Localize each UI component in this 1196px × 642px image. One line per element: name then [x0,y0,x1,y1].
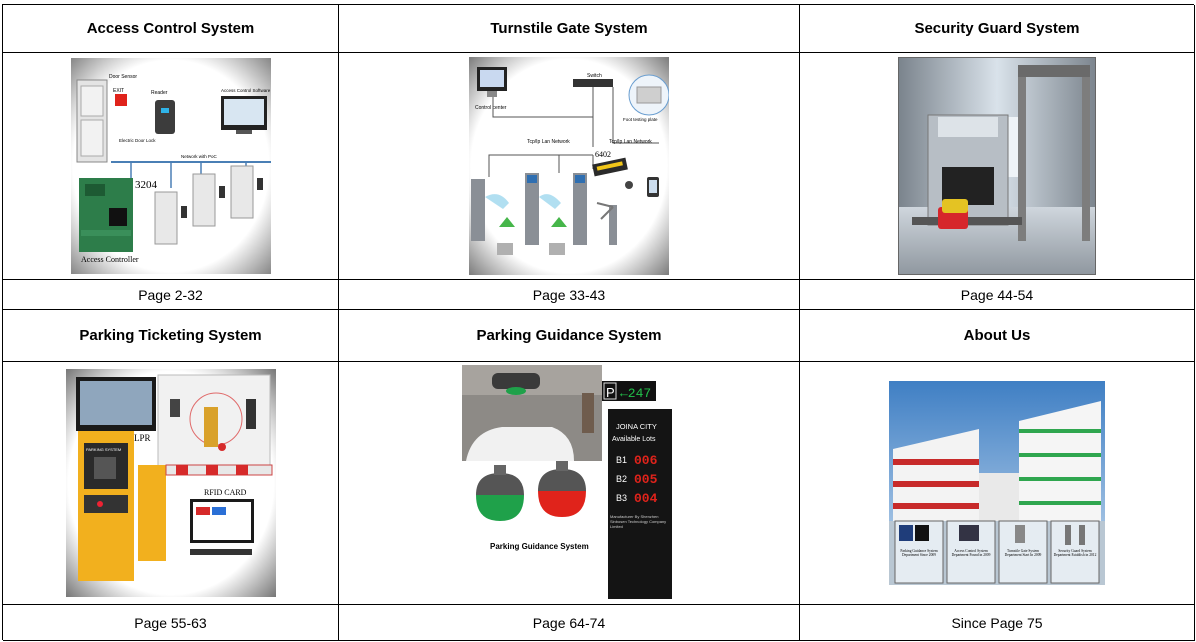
label-dept-parking: Parking Guidance System Department Since 2009 [900,549,938,558]
label-machine: PARKING SYSTEM [85,447,121,452]
label-control-center: Control center [475,105,507,111]
label-model-3204: 3204 [134,179,157,191]
page-ref-security-guard: Page 44-54 [960,286,1034,303]
image-cell-about-us [800,362,1195,605]
keyboard-icon [190,549,252,555]
page-cell-parking-ticketing [3,605,339,641]
label-manufacturer: Manufacturer By Shenzhen Sinbosen Technology Company Limited [610,515,667,529]
label-dept-turnstile: Turnstile Gate System Department Start In 2009 [1004,549,1042,558]
page-cell-about-us [800,605,1195,641]
switch-icon [573,79,613,87]
metal-detector-right-icon [1082,65,1090,241]
image-cell-access-control [3,53,339,280]
label-reader: Reader [150,90,167,96]
image-cell-security-guard [800,53,1195,280]
label-b2: B2 [616,474,628,484]
ticket-kiosk-small-icon [204,407,218,447]
foot-plate-icon [637,87,661,103]
title-turnstile: Turnstile Gate System [490,20,648,37]
page-ref-about-us: Since Page 75 [951,614,1043,631]
title-access-control: Access Control System [86,20,255,37]
label-dept-access: Access Control System Department Found in 2009 [951,549,991,558]
page-ref-parking-ticketing: Page 55-63 [134,614,207,631]
barrier-gate-icon [138,465,166,561]
turnstile-diagram [469,57,669,275]
title-security-guard: Security Guard System [914,20,1080,37]
label-city: JOINA CITY [616,422,657,431]
page-cell-access-control [3,280,339,310]
label-b3: B3 [616,493,628,503]
door-icon-3 [193,174,215,226]
header-parking-guidance [339,310,800,362]
camera-icon [625,181,633,189]
header-parking-ticketing [3,310,339,362]
title-parking-ticketing: Parking Ticketing System [79,327,262,344]
label-exit: EXIT [112,88,124,94]
catalog-table [2,4,1194,640]
ceiling-sensor-icon [492,373,540,389]
value-b2: 005 [634,472,658,487]
door-icon-4 [231,166,253,218]
header-security-guard [800,5,1195,53]
gate-pillar-icon-2 [525,173,539,245]
label-access-controller: Access Controller [80,255,139,264]
image-cell-parking-ticketing [3,362,339,605]
metal-detector-left-icon [1018,65,1026,241]
label-spaces-count: ←247 [620,386,652,401]
label-lan-1: Tcp/Ip Lan Network [527,139,570,145]
gate-pillar-icon [471,179,485,241]
reader-icon [155,100,175,134]
page-ref-access-control: Page 2-32 [138,286,203,303]
security-guard-photo [898,57,1096,275]
label-door-sensor: Door Sensor [108,74,137,80]
about-us-photo [889,381,1105,585]
header-turnstile [339,5,800,53]
suitcase-yellow-icon [942,199,968,213]
gate-pillar-icon-3 [573,173,587,245]
image-cell-turnstile [339,53,800,280]
value-b3: 004 [634,491,658,506]
label-pgs-caption: Parking Guidance System [490,542,589,551]
header-access-control [3,5,339,53]
label-software: Access Control Software [220,88,270,93]
exit-button-icon [115,94,127,106]
label-b1: B1 [616,455,628,465]
page-ref-turnstile: Page 33-43 [532,286,606,303]
header-about-us [800,310,1195,362]
label-lock: Electric Door Lock [118,138,156,143]
door-icon-2 [155,192,177,244]
title-parking-guidance: Parking Guidance System [476,327,662,344]
title-about-us: About Us [963,327,1031,344]
label-lpr: LPR [133,433,151,443]
image-cell-parking-guidance [339,362,800,605]
page-cell-parking-guidance [339,605,800,641]
label-rfid-card: RFID CARD [203,488,246,497]
page-cell-security-guard [800,280,1195,310]
label-available: Available Lots [612,436,656,443]
label-lan-2: Tcp/Ip Lan Network [609,139,652,145]
parking-ticketing-photo [66,369,276,597]
value-b1: 006 [634,453,658,468]
label-switch: Switch [587,73,602,79]
parking-p-sign: P [606,385,615,400]
parking-guidance-photo [462,365,676,601]
label-network: Network with PoC [180,154,217,159]
label-model-6402: 6402 [595,150,611,159]
label-dept-security: Security Guard System Department Establish in 2012 [1053,549,1097,558]
page-cell-turnstile [339,280,800,310]
label-foot-plate: Foot testing plate [623,117,658,122]
access-control-diagram [71,58,271,274]
page-ref-parking-guidance: Page 64-74 [532,614,606,631]
